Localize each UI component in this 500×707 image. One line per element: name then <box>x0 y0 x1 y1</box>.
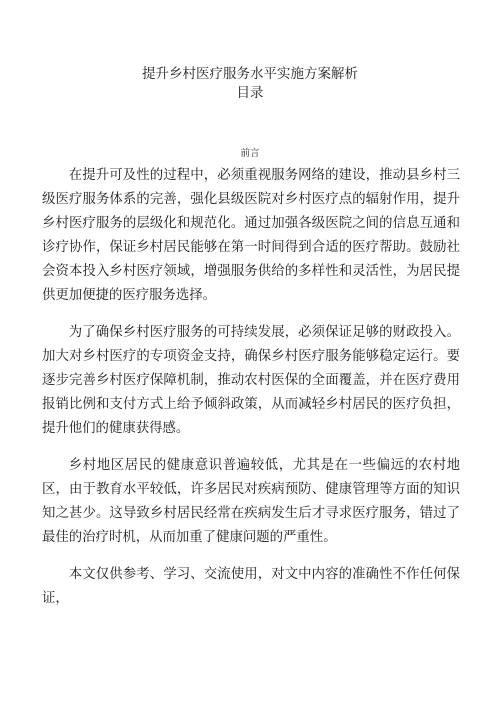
paragraph: 本文仅供参考、学习、交流使用，对文中内容的准确性不作任何保证， <box>42 567 460 606</box>
paragraph: 在提升可及性的过程中，必须重视服务网络的建设，推动县乡村三级医疗服务体系的完善，强化县级医院对乡村医疗点的辐射作用，提升乡村医疗服务的层级化和规范化。通过加强各级医院之间的信息互通和诊疗协作，保证乡村居民能够在第一时间得到合适的医疗帮助。鼓励社会资本投入乡村医疗领域，增强服务供给的多样性和灵活性，为居民提供更加便捷的医疗服务选择。 <box>42 168 460 303</box>
preface-heading: 前言 <box>240 148 260 159</box>
paragraph: 为了确保乡村医疗服务的可持续发展，必须保证足够的财政投入。加大对乡村医疗的专项资金支持，确保乡村医疗服务能够稳定运行。要逐步完善乡村医疗保障机制，推动农村医保的全面覆盖，并在医疗费用报销比例和支付方式上给予倾斜政策，从而减轻乡村居民的医疗负担，提升他们的健康获得感。 <box>42 325 460 436</box>
document-title: 提升乡村医疗服务水平实施方案解析 <box>142 66 358 82</box>
toc-heading: 目录 <box>236 85 264 101</box>
paragraph: 乡村地区居民的健康意识普遍较低，尤其是在一些偏远的农村地区，由于教育水平较低，许多居民对疾病预防、健康管理等方面的知识知之甚少。这导致乡村居民经常在疾病发生后才寻求医疗服务，错过了最佳的治疗时机，从而加重了健康问题的严重性。 <box>42 458 460 545</box>
document-body <box>42 164 460 624</box>
